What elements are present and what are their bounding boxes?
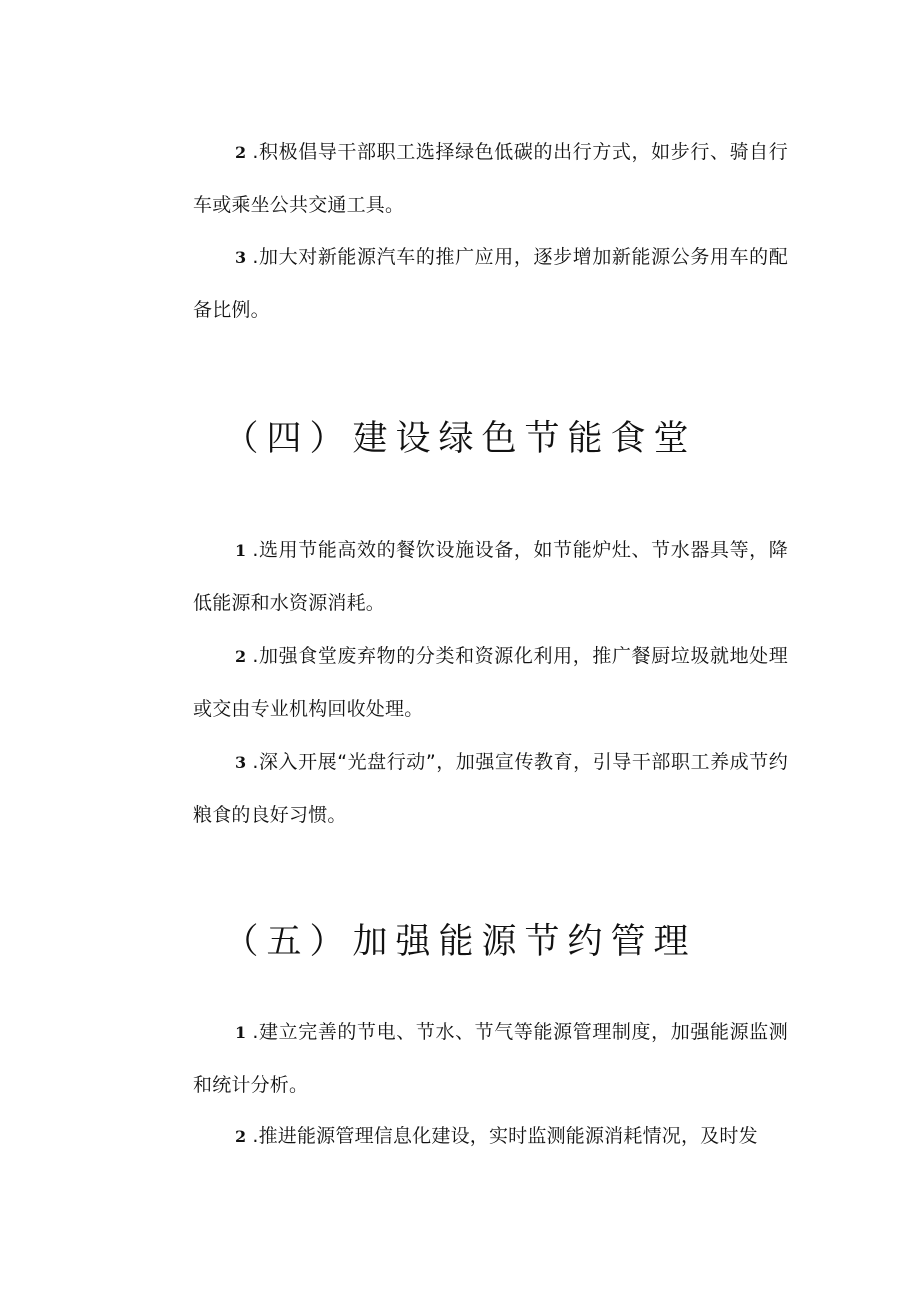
list-item	[193, 524, 788, 630]
item-number: 2	[235, 143, 247, 162]
item-number: 1	[235, 1023, 247, 1042]
list-item	[193, 231, 788, 337]
item-number: 1	[235, 541, 247, 560]
item-number: 3	[235, 753, 247, 772]
item-number: 3	[235, 248, 247, 267]
item-text: .加强食堂废弃物的分类和资源化利用，推广餐厨垃圾就地处理或交由专业机构回收处理。	[193, 645, 788, 720]
section-heading: （五）加强能源节约管理	[223, 922, 697, 962]
item-text: .建立完善的节电、节水、节气等能源管理制度，加强能源监测和统计分析。	[193, 1021, 788, 1096]
list-item	[193, 630, 788, 736]
list-item	[193, 736, 788, 842]
list-item	[193, 126, 788, 232]
item-text: .选用节能高效的餐饮设施设备，如节能炉灶、节水器具等，降低能源和水资源消耗。	[193, 539, 788, 614]
item-number: 2	[235, 1127, 247, 1146]
item-number: 2	[235, 647, 247, 666]
section-heading: （四）建设绿色节能食堂	[223, 419, 697, 459]
item-text: .推进能源管理信息化建设，实时监测能源消耗情况，及时发	[252, 1125, 758, 1147]
list-item	[193, 1110, 788, 1163]
item-text: .积极倡导干部职工选择绿色低碳的出行方式，如步行、骑自行车或乘坐公共交通工具。	[193, 141, 788, 216]
item-text: .加大对新能源汽车的推广应用，逐步增加新能源公务用车的配备比例。	[193, 246, 788, 321]
item-text: .深入开展“光盘行动”，加强宣传教育，引导干部职工养成节约粮食的良好习惯。	[193, 751, 788, 826]
list-item	[193, 1006, 788, 1112]
